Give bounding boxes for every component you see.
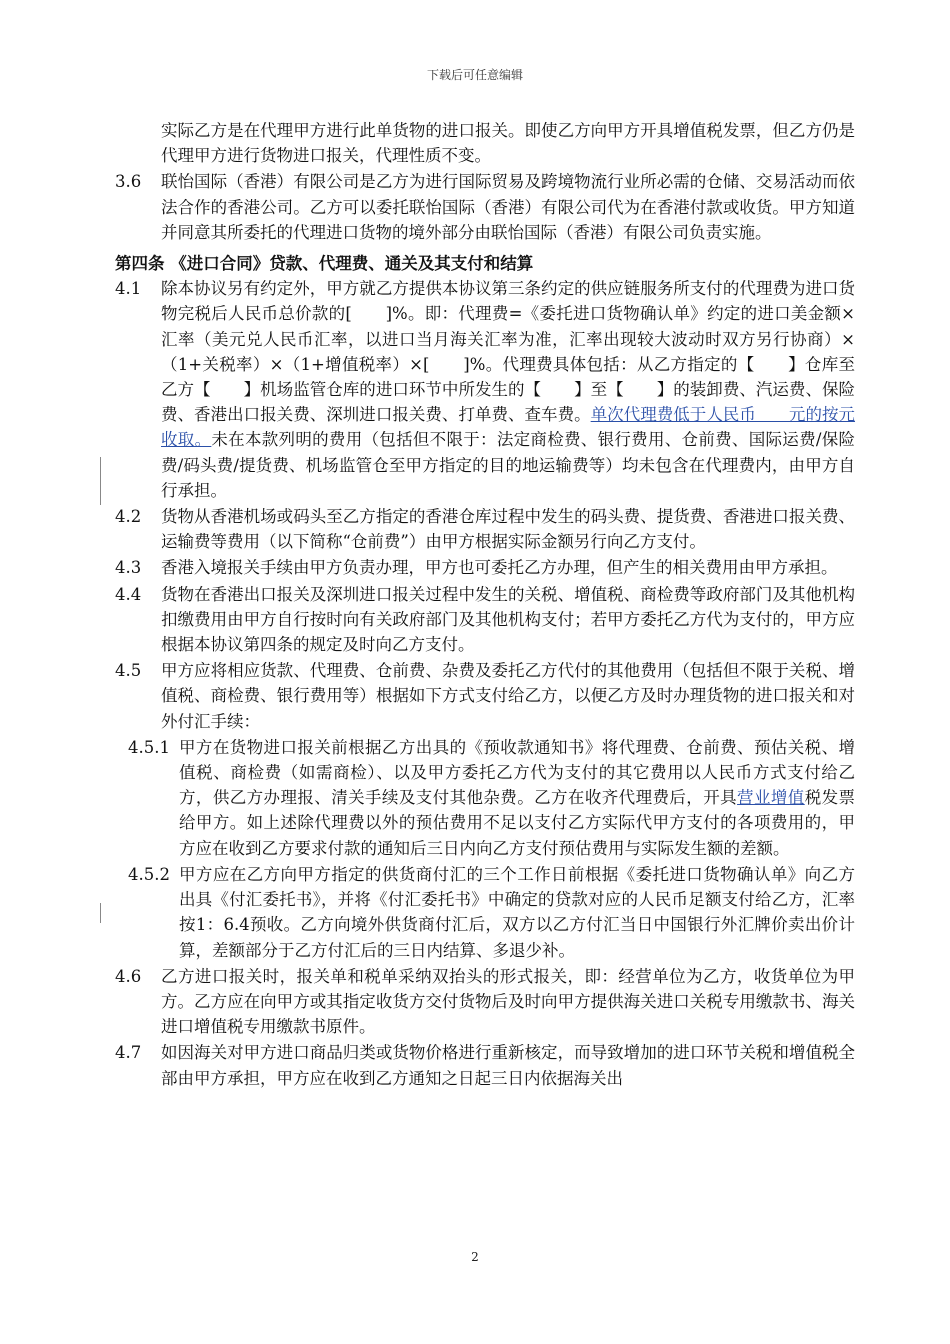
clause-4-7	[115, 1040, 855, 1090]
revision-bar	[100, 903, 101, 923]
intro-paragraph	[115, 118, 855, 168]
intro-text: 实际乙方是在代理甲方进行此单货物的进口报关。即使乙方向甲方开具增值税发票，但乙方仍是代理甲方进行货物进口报关，代理性质不变。	[161, 121, 855, 166]
clause-number: 4.5.2	[128, 864, 170, 884]
clause-number: 4.5.1	[128, 737, 170, 757]
revision-link[interactable]: 单次代理费低于人民币 元的按元收取。	[161, 405, 856, 450]
page-number: 2	[471, 1250, 479, 1264]
clause-number: 4.6	[115, 966, 142, 986]
clause-4-6	[115, 964, 855, 1040]
clause-text: 香港入境报关手续由甲方负责办理，甲方也可委托乙方办理，但产生的相关费用由甲方承担。	[161, 558, 838, 578]
clause-text: 货物在香港出口报关及深圳进口报关过程中发生的关税、增值税、商检费等政府部门及其他机构扣缴费用由甲方自行按时向有关政府部门及其他机构支付；若甲方委托乙方代为支付的，甲方应根据本协议第四条的规定及时向乙方支付。	[161, 584, 855, 655]
clause-text: 甲方在货物进口报关前根据乙方出具的《预收款通知书》将代理费、仓前费、预估关税、增值税、商检费（如需商检）、以及甲方委托乙方代为支付的其它费用以人民币方式支付给乙方，供乙方办理报、清关手续及支付其他杂费。乙方在收齐代理费后，开具	[179, 737, 855, 808]
clause-4-1	[115, 276, 855, 503]
clause-text: 货物从香港机场或码头至乙方指定的香港仓库过程中发生的码头费、提货费、香港进口报关费、运输费等费用（以下简称“仓前费”）由甲方根据实际金额另行向乙方支付。	[161, 507, 855, 552]
clause-4-5	[115, 658, 855, 734]
clause-text-continued: 税发票给甲方。如上述除代理费以外的预估费用不足以支付乙方实际代甲方支付的各项费用的，甲方应在收到乙方要求付款的通知后三日内向乙方支付预估费用与实际发生额的差额。	[179, 788, 856, 858]
clause-text: 除本协议另有约定外，甲方就乙方提供本协议第三条约定的供应链服务所支付的代理费为进口货物完税后人民币总价款的[ ]%。即：代理费=《委托进口货物确认单》约定的进口美金额×汇率（美元兑人民币汇率，以进口当月海关汇率为准，汇率出现较大波动时双方另行协商）×（1+关税率）×（1+增值税率）×[ ]%。代理费具体包括：从乙方指定的【 】仓库至乙方【 】机场监管仓库的进口环节中所发生的【 】至【 】的装卸费、汽运费、保险费、香港出口报关费、深圳进口报关费、打单费、查车费。	[161, 279, 855, 425]
document-body	[115, 118, 855, 1092]
clause-3-6	[115, 169, 855, 245]
clause-number: 4.4	[115, 584, 142, 604]
page-header: 下载后可任意编辑	[426, 68, 523, 82]
revision-bar	[100, 457, 101, 505]
clause-number: 3.6	[115, 172, 142, 192]
clause-4-5-1	[115, 735, 855, 861]
clause-4-3	[115, 555, 855, 580]
clause-text-continued: 未在本款列明的费用（包括但不限于：法定商检费、银行费用、仓前费、国际运费/保险费/码头费/提货费、机场监管仓至甲方指定的目的地运输费等）均未包含在代理费内，由甲方自行承担。	[161, 430, 855, 500]
clause-text: 联怡国际（香港）有限公司是乙方为进行国际贸易及跨境物流行业所必需的仓储、交易活动而依法合作的香港公司。乙方可以委托联怡国际（香港）有限公司代为在香港付款或收货。甲方知道并同意其所委托的代理进口货物的境外部分由联怡国际（香港）有限公司负责实施。	[161, 172, 855, 242]
clause-4-2	[115, 504, 855, 554]
clause-number: 4.7	[115, 1043, 142, 1063]
clause-number: 4.3	[115, 558, 142, 578]
clause-text: 甲方应在乙方向甲方指定的供货商付汇的三个工作日前根据《委托进口货物确认单》向乙方出具《付汇委托书》，并将《付汇委托书》中确定的贷款对应的人民币足额支付给乙方，汇率按1：6.4预收。乙方向境外供货商付汇后，双方以乙方付汇当日中国银行外汇牌价卖出价计算，差额部分于乙方付汇后的三日内结算、多退少补。	[179, 864, 855, 960]
clause-text: 甲方应将相应货款、代理费、仓前费、杂费及委托乙方代付的其他费用（包括但不限于关税、增值税、商检费、银行费用等）根据如下方式支付给乙方，以便乙方及时办理货物的进口报关和对外付汇手续：	[161, 661, 855, 731]
clause-number: 4.5	[115, 661, 142, 681]
clause-4-5-2	[115, 862, 855, 963]
revision-link[interactable]: 营业增值	[737, 788, 805, 808]
clause-text: 如因海关对甲方进口商品归类或货物价格进行重新核定，而导致增加的进口环节关税和增值税全部由甲方承担，甲方应在收到乙方通知之日起三日内依据海关出	[161, 1043, 855, 1088]
clause-text: 乙方进口报关时，报关单和税单采纳双抬头的形式报关，即：经营单位为乙方，收货单位为甲方。乙方应在向甲方或其指定收货方交付货物后及时向甲方提供海关进口关税专用缴款书、海关进口增值税专用缴款书原件。	[161, 966, 855, 1037]
clause-4-4	[115, 582, 855, 658]
clause-number: 4.1	[115, 279, 142, 299]
article-4-heading: 第四条 《进口合同》贷款、代理费、通关及其支付和结算	[115, 254, 534, 274]
clause-number: 4.2	[115, 507, 142, 527]
